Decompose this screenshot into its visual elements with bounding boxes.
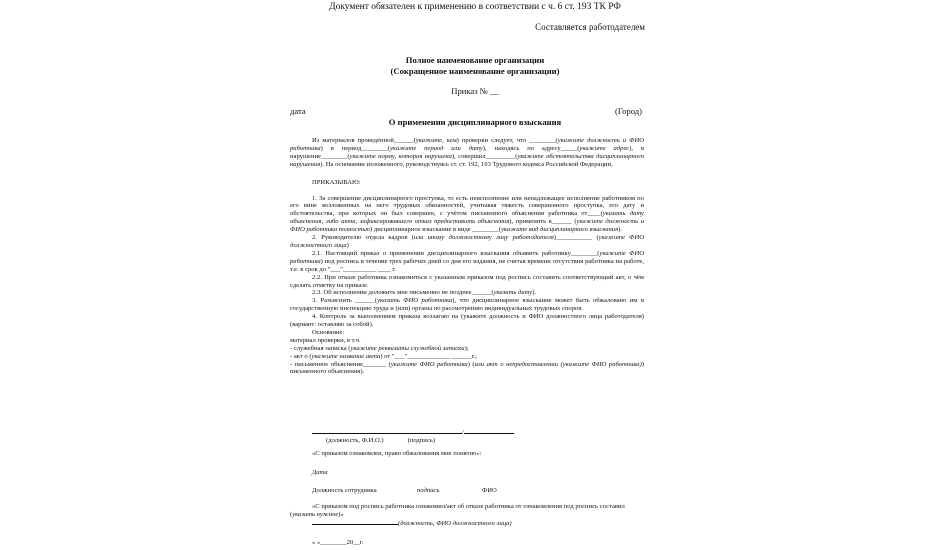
employee-position-label: Должность сотрудника [312, 487, 377, 494]
clause-3: 3. Разъяснить ______(указать ФИО работника), что дисциплинарное взыскание может быть обжаловано им в государственную инспекцию труда и (или) органы по рассмотрению индивидуальных трудовых споров. [290, 297, 644, 313]
employee-signature-label: подпись [417, 487, 440, 494]
organization-full-name: Полное наименование организации [405, 55, 545, 65]
signature-separator: / [462, 429, 464, 436]
acknowledgement-date: Дата [312, 469, 328, 476]
clause-1: 1. За совершение дисциплинарного проступка, то есть неисполнение или ненадлежащее исполнение работником по его вине возложенных на него трудовых обязанностей, учитывая тяжесть совершенного проступка, его дату и обстоятельства, при которых он был совершен, с учётом письменного объяснения работника от____(указать дату объяснения, либо акта, зафиксировавшего отказ предоставить объяснения), применить к______ (укажите должность и ФИО работника полностью) дисциплинарное взыскание в виде ________(укажите вид дисциплинарного взыскания). [290, 194, 645, 234]
refusal-text: «С приказом под роспись работника ознакомил/акт об отказе работника от ознакомления под роспись составил (указать нужное)» [290, 503, 625, 518]
clause-2-1: 2.1. Настоящий приказ о применении дисциплинарного взыскания объявить работнику________(укажите ФИО работника) под роспись в течение трех рабочих дней со дня его издания, не считая времени отсутствия работника на работе, т.е. в срок до "___"__________ ____ г. [290, 249, 644, 273]
clause-2-2: 2.2. При отказе работника ознакомиться с указанным приказом под роспись составить соответствующий акт, о чём сделать отметку на приказе. [290, 273, 644, 289]
basis-label: Основание: [312, 328, 345, 336]
signature-block [312, 427, 514, 445]
signature-line [312, 427, 462, 434]
signature-caption-sign: (подпись) [407, 436, 435, 444]
signature-caption-name: (должность, Ф.И.О.) [326, 436, 384, 444]
clause-2: 2. Руководителю отдела кадров (или иному должностному лицу работодателя)___________ (укажите ФИО должностного лица) [290, 234, 644, 249]
order-number: Приказ № __ [451, 86, 499, 96]
organization-short-name: (Сокращенное наименование организации) [390, 66, 560, 76]
acknowledgement-text: «С приказом ознакомлен, право обжалования мне понятно»: [312, 450, 482, 457]
basis-item: - акт о (укажите название акта) от "___"_____________ ______г.; [290, 352, 477, 360]
document-title: О применении дисциплинарного взыскания [388, 117, 562, 127]
refusal-line-caption: (должность, ФИО должностного лица) [398, 519, 512, 527]
compiled-by-note: Составляется работодателем [535, 22, 645, 32]
order-body [290, 137, 644, 376]
basis-item: - служебная записка (укажите реквизиты служебной записки); [290, 344, 469, 352]
refusal-line [312, 519, 398, 525]
order-city-label: (Город) [615, 106, 642, 116]
clause-2-3: 2.3. Об исполнении доложить мне письменно не позднее______(указать дату). [312, 289, 537, 297]
refusal-block [290, 503, 644, 528]
employee-name-label: ФИО [482, 487, 497, 494]
order-word: ПРИКАЗЫВАЮ: [312, 178, 361, 186]
order-date-label: дата [290, 106, 306, 116]
signature-line [464, 427, 514, 434]
clause-4: 4. Контроль за выполнением приказа возлагаю на (укажите должность и ФИО должностного лица работодателя) (вариант: оставляю за собой). [290, 313, 644, 329]
bottom-date-line: « »________20__г. [312, 539, 364, 546]
legal-notice: Документ обязателен к применению в соответствии с ч. 6 ст. 193 ТК РФ [329, 2, 621, 12]
basis-item: материал проверки, в т.ч. [290, 336, 361, 344]
intro-paragraph: Из материалов проведённой______(укажите, кем) проверки следует, что ________(укажите должность и ФИО работника) в период________(укажите период или дату), находясь по адресу_____(укажите адрес), в нарушение________(укажите норму, которая нарушена), совершил_________(укажите обстоятельства дисциплинарного нарушения). На основании изложенного, руководствуясь ст. ст. 192, 193 Трудового кодекса Российской Федерации, [290, 137, 645, 168]
organization-name-block [250, 55, 700, 77]
basis-item: - письменное объяснение_______ (укажите ФИО работника) (или акт о непредоставлении (укажите ФИО работника)) письменного объяснения). [290, 360, 644, 376]
